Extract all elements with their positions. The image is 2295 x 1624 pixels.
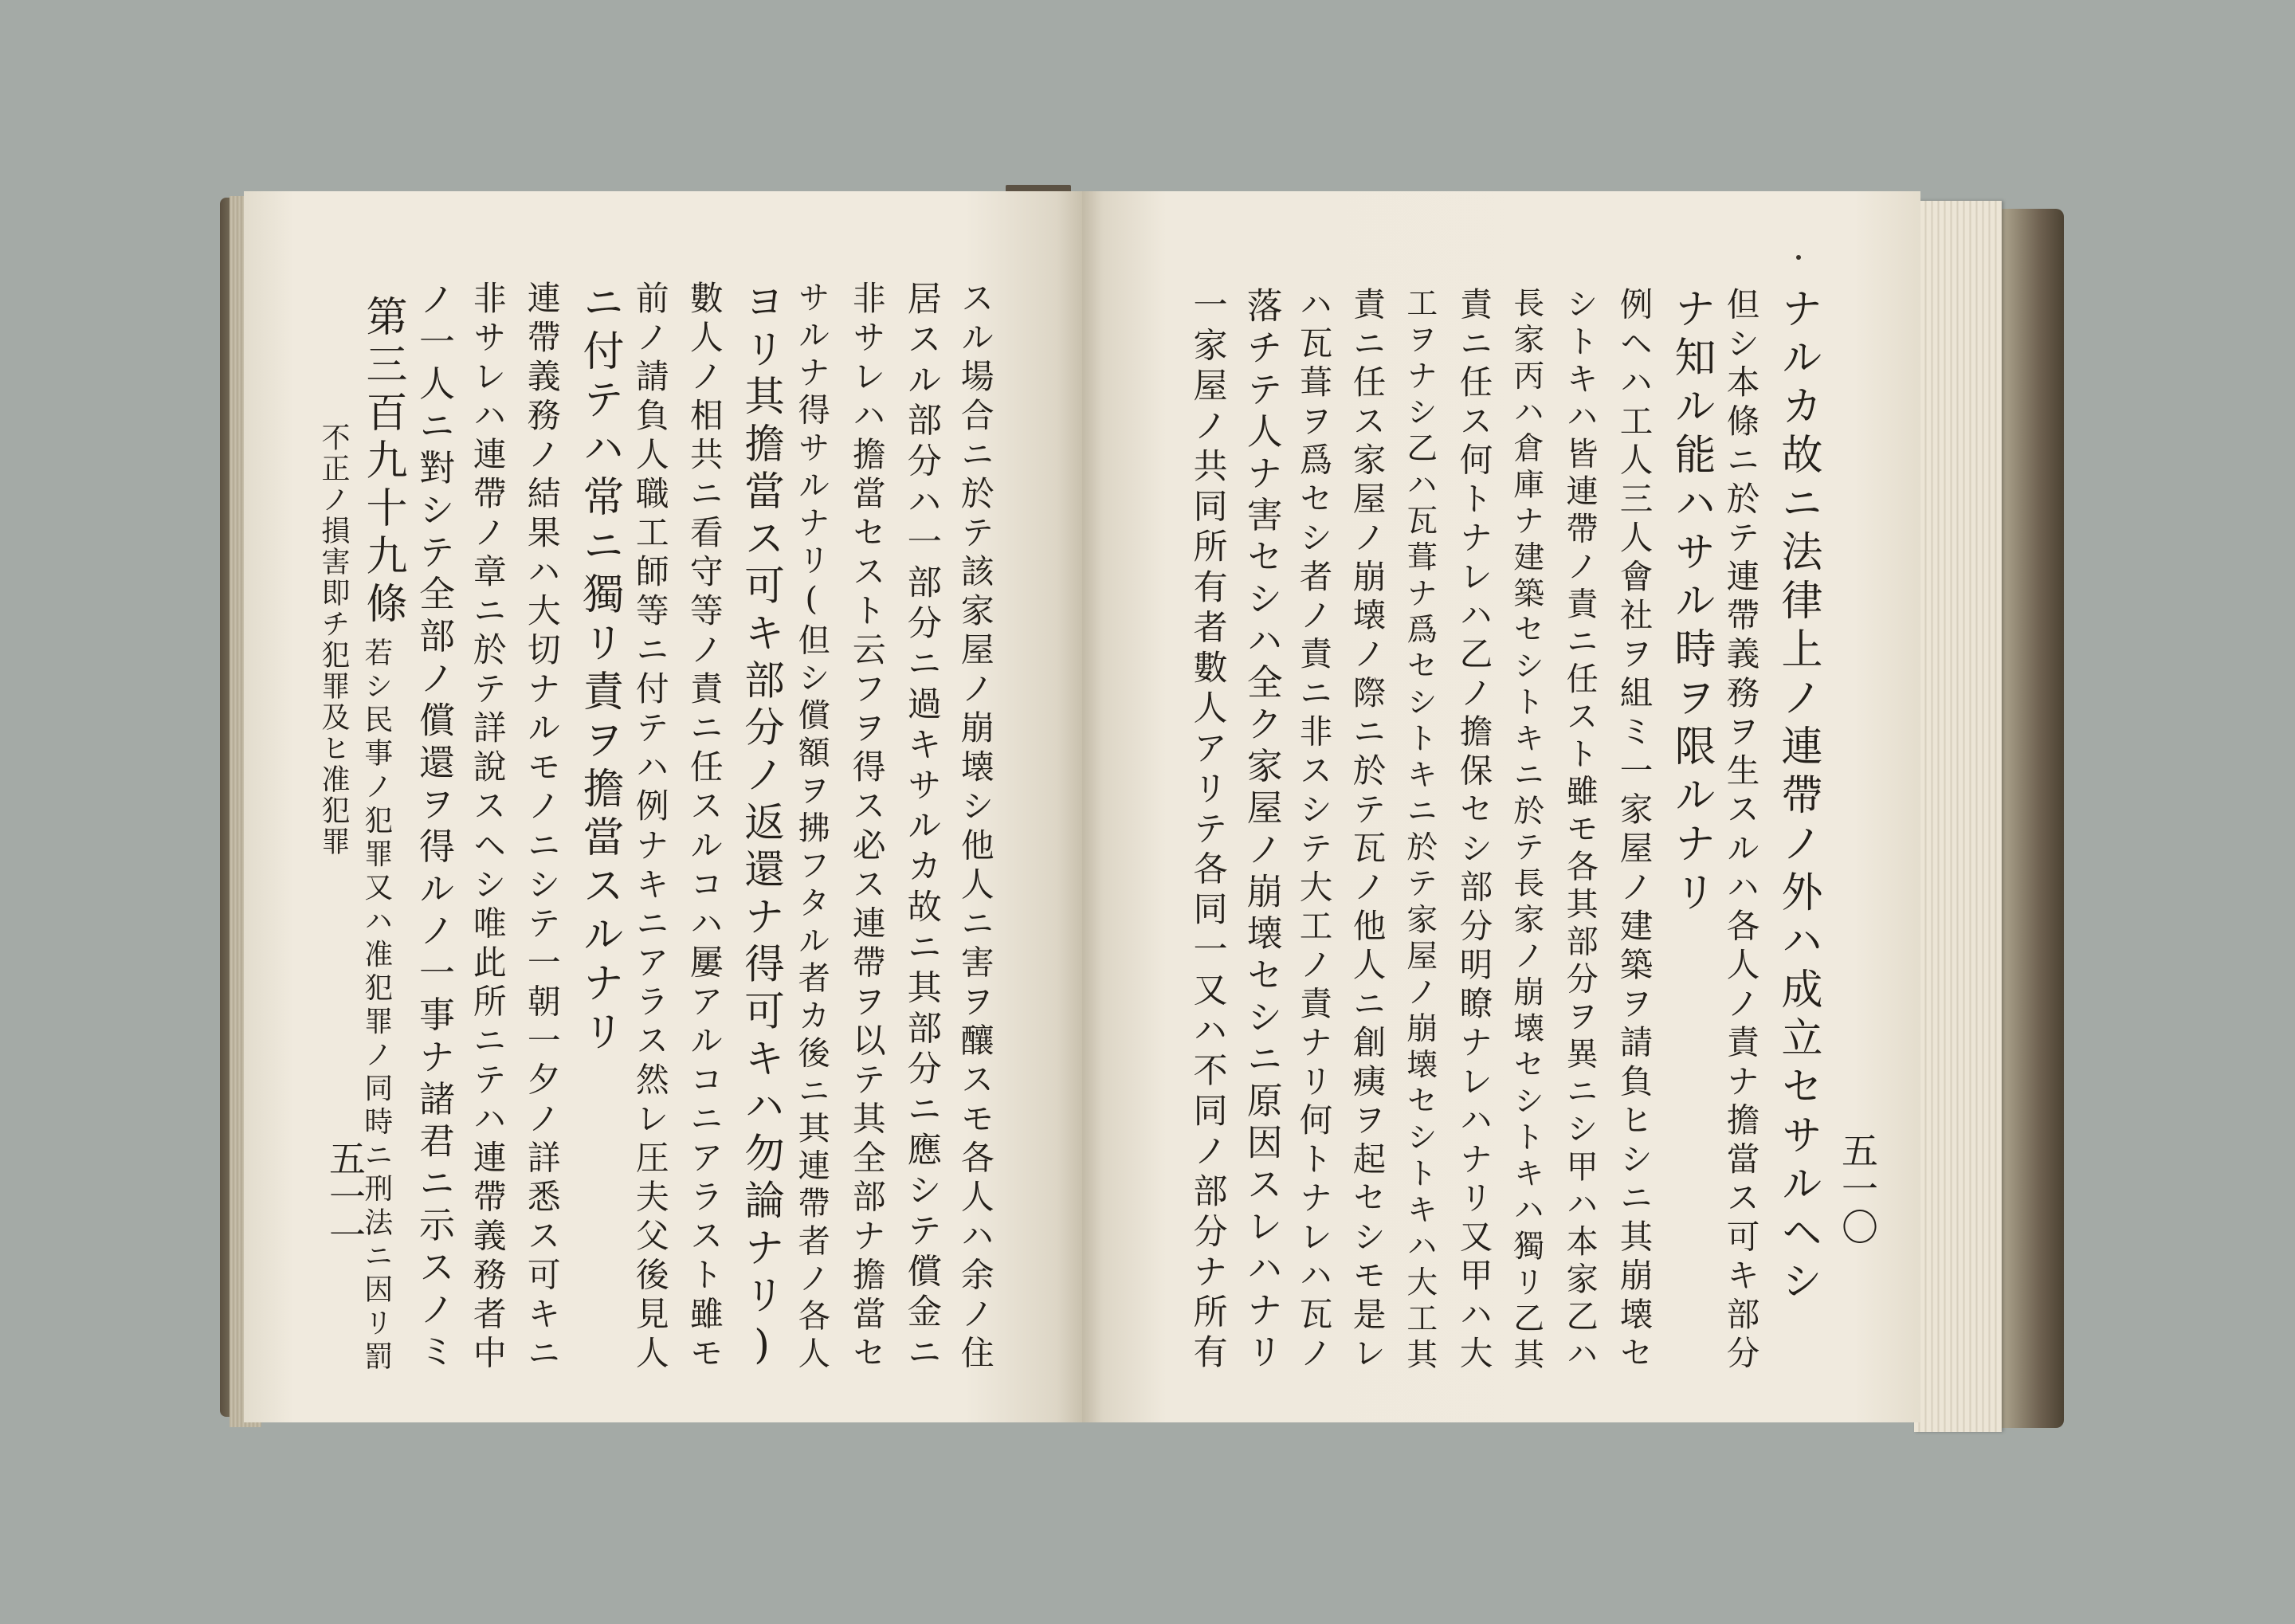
text-line: ナ知ル能ハサル時ヲ限ルナリ (1667, 287, 1715, 919)
text-line: 責ニ任ス何トナレハ乙ノ擔保セシ部分明瞭ナレハナリ又甲ハ大 (1454, 287, 1493, 1375)
running-head: 不正ノ損害即チ犯罪及ヒ准犯罪 (317, 422, 350, 857)
text-line: ヨリ其擔當ス可キ部分ノ返還ナ得可キハ勿論ナリ) (738, 280, 786, 1375)
text-line: 責ニ任ス家屋ノ崩壊ノ際ニ於テ瓦ノ他人ニ創痍ヲ起セシモ是レ (1347, 287, 1387, 1375)
text-line: 數人ノ相共ニ看守等ノ責ニ任スルコハ屢アルコニアラスト雖モ (684, 280, 724, 1375)
text-line: サルナ得サルナリ(但シ償額ヲ拂フタル者カ後ニ其連帶者ノ各人 (793, 280, 830, 1375)
article-text: 若シ民事ノ犯罪又ハ准犯罪ノ同時ニ刑法ニ因リ罰 (359, 637, 393, 1375)
text-line: 非サレハ擔當セスト云フヲ得ス必ス連帶ヲ以テ其全部ナ擔當セ (846, 280, 886, 1375)
text-line: 前ノ請負人職工師等ニ付テハ例ナキニアラス然レ圧夫父後見人 (630, 280, 669, 1375)
text-line: ナルカ故ニ法律上ノ連帶ノ外ハ成立セサルヘシ (1774, 287, 1822, 1308)
text-line: 非サレハ連帶ノ章ニ於テ詳說スヘシ唯此所ニテハ連帶義務者中 (467, 280, 507, 1375)
article-heading: 第三百九十九條 (359, 295, 406, 630)
page-number: 五一一 (324, 1140, 367, 1254)
text-line: ニ付テハ常ニ獨リ責ヲ擔當スルナリ (575, 280, 623, 1058)
text-line: 一家屋ノ共同所有者數人アリテ各同一又ハ不同ノ部分ナ所有 (1187, 287, 1228, 1375)
text-line: 但シ本條ニ於テ連帶義務ヲ生スルハ各人ノ責ナ擔當ス可キ部分 (1720, 287, 1760, 1375)
text-line: スル場合ニ於テ該家屋ノ崩壊シ他人ニ害ヲ釀スモ各人ハ余ノ住 (955, 280, 994, 1375)
text-line: 落チテ人ナ害セシハ全ク家屋ノ崩壊セシニ原因スレハナリ (1240, 287, 1283, 1375)
page-edges-right (1914, 201, 2002, 1432)
text-line: 長家丙ハ倉庫ナ建築セシトキニ於テ長家ノ崩壊セシトキハ獨リ乙其 (1508, 287, 1544, 1375)
right-page (1082, 191, 1920, 1422)
dot-mark (1796, 255, 1801, 260)
text-line: シトキハ皆連帶ノ責ニ任スト雖モ各其部分ヲ異ニシ甲ハ本家乙ハ (1561, 287, 1599, 1375)
text-line: 工ヲナシ乙ハ瓦葺ナ爲セシトキニ於テ家屋ノ崩壊セシトキハ大工其 (1401, 287, 1438, 1375)
page-number: 五一〇 (1836, 1132, 1879, 1246)
text-line: ノ一人ニ對シテ全部ノ償還ヲ得ルノ一事ナ諸君ニ示スノミ (413, 280, 456, 1375)
text-line: 例ヘハ工人三人會社ヲ組ミ一家屋ノ建築ヲ請負ヒシニ其崩壊セ (1614, 287, 1654, 1375)
text-line: 居スル部分ハ一部分ニ過キサルカ故ニ其部分ニ應シテ償金ニ (901, 280, 942, 1375)
text-line: ハ瓦葺ヲ爲セシ者ノ責ニ非スシテ大工ノ責ナリ何トナレハ瓦ノ (1293, 287, 1333, 1375)
left-page (244, 191, 1082, 1422)
text-line: 連帶義務ノ結果ハ大切ナルモノニシテ一朝一夕ノ詳悉ス可キニ (521, 280, 561, 1375)
